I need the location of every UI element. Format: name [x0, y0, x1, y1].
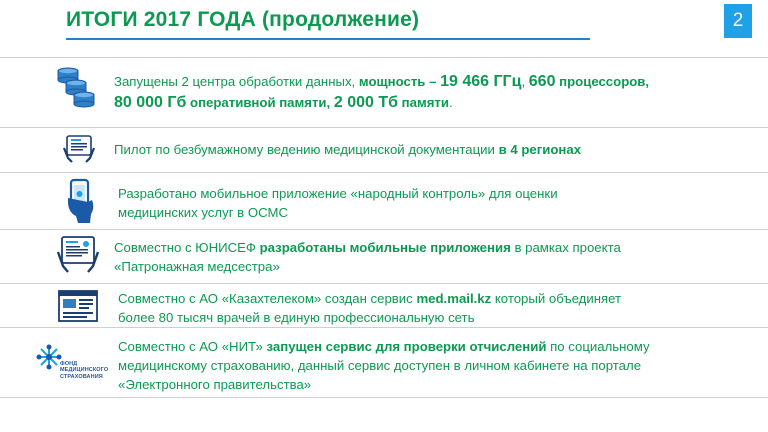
text-segment: памяти	[398, 95, 449, 110]
row-divider	[0, 327, 768, 328]
text-segment: Пилот по безбумажному ведению медицинской документации	[114, 142, 499, 157]
text-segment: медицинскому страхованию, данный сервис доступен в личном кабинете на портале	[118, 358, 642, 373]
item-3-text	[118, 184, 558, 222]
text-segment: ,	[521, 74, 529, 89]
row-divider	[0, 172, 768, 173]
web-service-icon	[58, 290, 98, 322]
row-divider	[0, 57, 768, 58]
page-title: ИТОГИ 2017 ГОДА (продолжение)	[66, 8, 420, 31]
row-divider	[0, 229, 768, 230]
item-4-text	[114, 238, 621, 276]
text-segment: 2 000 Тб	[333, 94, 399, 111]
text-segment: по социальному	[546, 339, 650, 354]
text-segment: 660	[528, 73, 556, 90]
text-segment: 80 000 Гб	[114, 94, 187, 111]
row-divider	[0, 397, 768, 398]
tablet-app-icon	[56, 234, 100, 274]
item-5-line-2	[118, 308, 621, 327]
text-segment: в рамках проекта	[510, 240, 621, 255]
text-segment: Разработано мобильное приложение «народный контроль» для оценки	[118, 186, 558, 201]
text-segment: оперативной памяти,	[186, 95, 334, 110]
text-segment: Совместно с АО «Казахтелеком» создан сервис	[118, 291, 417, 306]
item-1-line-1	[114, 72, 649, 91]
row-divider	[0, 127, 768, 128]
item-5-line-1	[118, 289, 621, 308]
text-segment: –	[425, 74, 441, 89]
item-2-text	[114, 140, 581, 159]
text-segment: в 4 регионах	[498, 142, 582, 157]
database-icon	[54, 64, 100, 110]
item-5-text	[118, 289, 621, 327]
row-divider	[0, 283, 768, 284]
text-segment: Совместно с ЮНИСЕФ	[114, 240, 260, 255]
text-segment: «Электронного правительства»	[118, 377, 312, 392]
title-underline	[66, 38, 590, 40]
page-number-badge: 2	[724, 4, 752, 38]
item-6-line-3	[118, 375, 650, 394]
tablet-document-icon	[62, 134, 96, 164]
text-segment: мощность	[358, 74, 426, 89]
text-segment: более 80 тысяч врачей в единую профессиональную сеть	[118, 310, 475, 325]
text-segment: med.mail.kz	[416, 291, 492, 306]
item-4-line-1	[114, 238, 621, 257]
text-segment: медицинских услуг в ОСМС	[118, 205, 288, 220]
text-segment: Запущены 2 центра обработки данных,	[114, 74, 359, 89]
item-6-line-1	[118, 337, 650, 356]
fund-logo-text: ФОНД МЕДИЦИНСКОГО СТРАХОВАНИЯ	[60, 361, 109, 380]
item-3-line-2	[118, 203, 558, 222]
item-6-text	[118, 337, 650, 394]
item-6-line-2	[118, 356, 650, 375]
item-1-text	[114, 72, 649, 112]
item-4-line-2	[114, 257, 621, 276]
text-segment: Совместно с АО «НИТ»	[118, 339, 267, 354]
mobile-hand-icon	[64, 178, 96, 224]
text-segment: «Патронажная медсестра»	[114, 259, 280, 274]
item-2-line-1	[114, 140, 581, 159]
text-segment: разработаны мобильные приложения	[259, 240, 511, 255]
text-segment: запущен сервис для проверки отчислений	[266, 339, 547, 354]
text-segment: процессоров,	[555, 74, 650, 89]
item-3-line-1	[118, 184, 558, 203]
item-1-line-2	[114, 93, 649, 112]
fund-logo-icon	[36, 344, 62, 370]
text-segment: .	[449, 95, 453, 110]
text-segment: 19 466 ГГц	[440, 73, 522, 90]
text-segment: который объединяет	[491, 291, 622, 306]
